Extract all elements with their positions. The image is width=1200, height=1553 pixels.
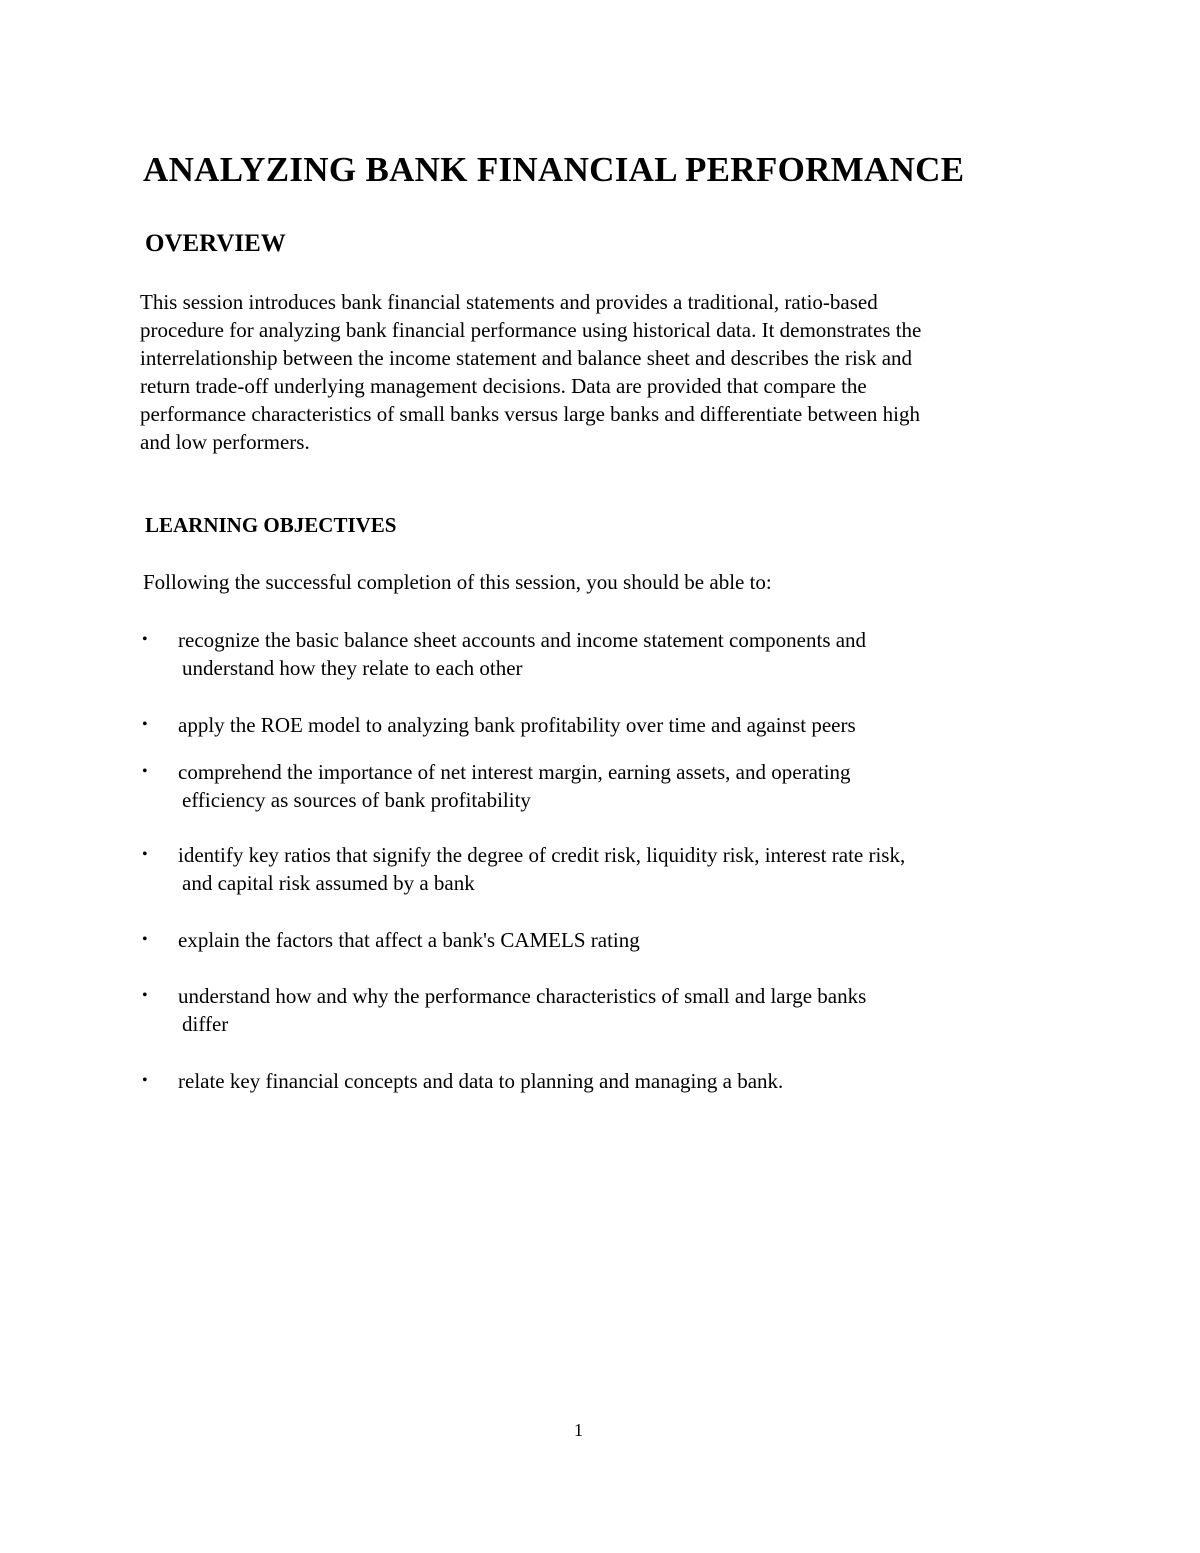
bullet-icon: • bbox=[142, 931, 148, 948]
objectives-intro: Following the successful completion of this session, you should be able to: bbox=[143, 570, 772, 594]
bullet-icon: • bbox=[142, 1072, 148, 1089]
overview-heading: OVERVIEW bbox=[145, 230, 286, 257]
list-item-line: and capital risk assumed by a bank bbox=[182, 871, 475, 895]
overview-paragraph bbox=[140, 288, 1040, 456]
overview-line: return trade-off underlying management decisions. Data are provided that compare the bbox=[140, 374, 867, 398]
list-item-text bbox=[178, 626, 866, 682]
overview-line: performance characteristics of small banks versus large banks and differentiate between high bbox=[140, 402, 921, 426]
bullet-icon: • bbox=[142, 846, 148, 863]
list-item-line: identify key ratios that signify the degree of credit risk, liquidity risk, interest rate risk, bbox=[178, 843, 906, 867]
overview-line: This session introduces bank financial statements and provides a traditional, ratio-based bbox=[140, 290, 878, 314]
list-item-line: explain the factors that affect a bank's CAMELS rating bbox=[178, 928, 640, 952]
list-item-text bbox=[178, 982, 866, 1038]
list-item-line: understand how and why the performance characteristics of small and large banks bbox=[178, 984, 867, 1008]
list-item-line: comprehend the importance of net interest margin, earning assets, and operating bbox=[178, 760, 851, 784]
list-item-line: relate key financial concepts and data to planning and managing a bank. bbox=[178, 1069, 784, 1093]
list-item-text bbox=[178, 711, 856, 739]
list-item-line: efficiency as sources of bank profitability bbox=[182, 788, 531, 812]
bullet-icon: • bbox=[142, 987, 148, 1004]
overview-line: procedure for analyzing bank financial performance using historical data. It demonstrates the bbox=[140, 318, 922, 342]
list-item-text bbox=[178, 758, 851, 814]
document-title: ANALYZING BANK FINANCIAL PERFORMANCE bbox=[143, 150, 965, 189]
list-item-line: recognize the basic balance sheet accounts and income statement components and bbox=[178, 628, 867, 652]
list-item-text bbox=[178, 926, 640, 954]
page-number: 1 bbox=[574, 1420, 583, 1440]
overview-line: interrelationship between the income statement and balance sheet and describes the risk and bbox=[140, 346, 913, 370]
bullet-icon: • bbox=[142, 763, 148, 780]
list-item-line: apply the ROE model to analyzing bank profitability over time and against peers bbox=[178, 713, 856, 737]
overview-line: and low performers. bbox=[140, 430, 310, 454]
bullet-icon: • bbox=[142, 631, 148, 648]
bullet-icon: • bbox=[142, 716, 148, 733]
list-item-line: understand how they relate to each other bbox=[182, 656, 523, 680]
list-item-text bbox=[178, 841, 905, 897]
list-item-text bbox=[178, 1067, 783, 1095]
learning-objectives-heading: LEARNING OBJECTIVES bbox=[145, 513, 397, 537]
list-item-line: differ bbox=[182, 1012, 229, 1036]
